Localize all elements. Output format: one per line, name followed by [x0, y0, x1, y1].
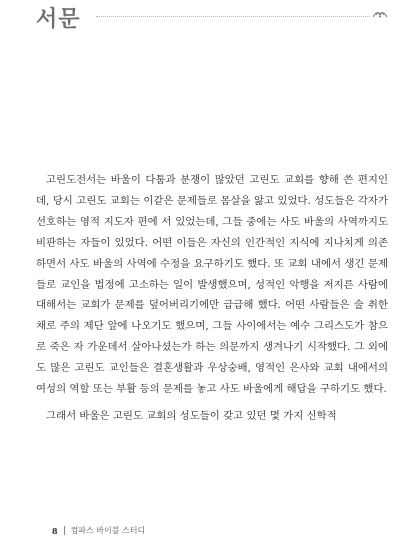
- paragraph-2: 그래서 바울은 고린도 교회의 성도들이 갖고 있던 몇 가지 신학적: [46, 409, 337, 422]
- paragraph-1: 고린도전서는 바울이 다툼과 분쟁이 많았던 고린도 교회를 향해 쓴 편지인데, 당시 고린도 교회는 이같은 문제들로 몸살을 앓고 있었다. 성도들은 각자가 선호하는 영적 지도자 편에 서 있었는데, 그들 중에는 사도 바울의 사역까지도 비판하는 자들이 있었다. 어떤 이들은 자신의 인간적인 지식에 지나치게 의존하면서 사도 바울의 사역에 수정을 요구하기도 했다. 또 교회 내에서 생긴 문제들로 교인을 법정에 고소하는 일이 발생했으며, 성적인 악행을 저지른 사람에 대해서는 교회가 문제를 덮어버리기에만 급급해 했다. 어떤 사람들은 술 취한 채로 주의 제단 앞에 나오기도 했으며, 그들 사이에서는 예수 그리스도가 참으로 죽은 자 가운데서 살아나셨는가 하는 의문까지 생겨나기 시작했다. 그 외에도 많은 고린도 교인들은 결혼생활과 우상숭배, 영적인 은사와 교회 내에서의 여성의 역할 또는 부활 등의 문제를 놓고 사도 바울에게 해답을 구하기도 했다.: [36, 174, 388, 396]
- page-number: 8: [52, 525, 58, 536]
- preface-body: [36, 170, 388, 427]
- section-title: 서문: [36, 6, 81, 32]
- footer-separator: [64, 526, 65, 535]
- book-title: 컴파스 바이블 스터디: [70, 526, 146, 535]
- leaf-ornament-icon: [372, 9, 388, 19]
- header-dotted-rule: [96, 16, 370, 17]
- page-footer: [52, 525, 145, 536]
